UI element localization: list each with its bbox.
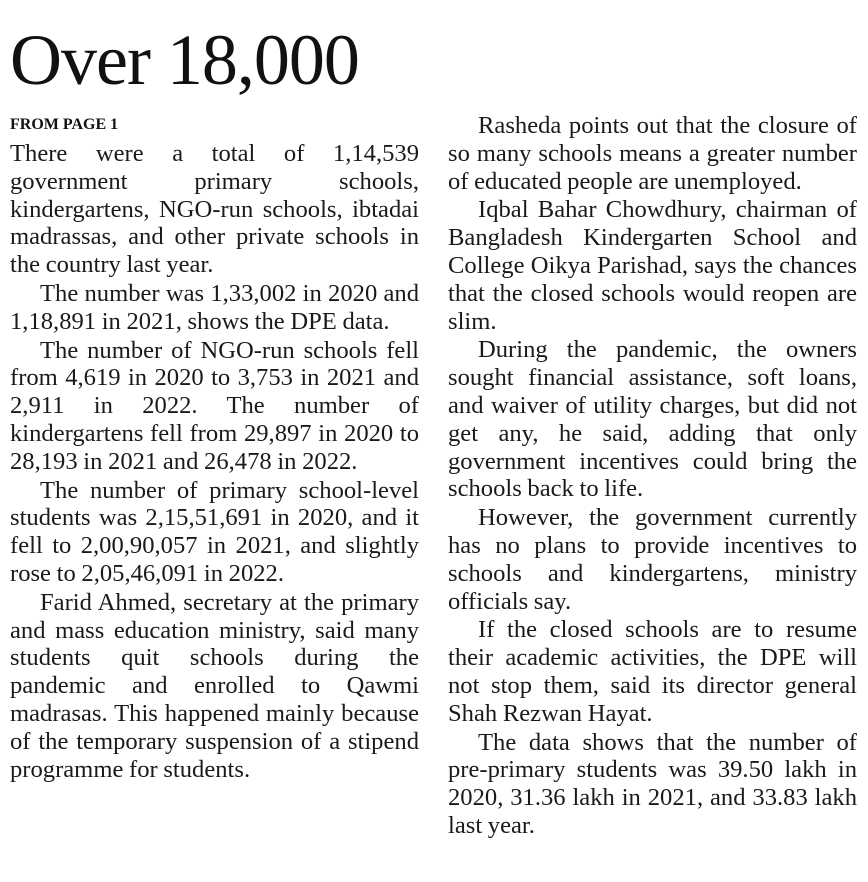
- paragraph: If the closed schools are to resume their academic activities, the DPE will not stop them, said its director general Shah Rezwan Hayat.: [448, 616, 857, 727]
- paragraph: Rasheda points out that the closure of so many schools means a greater number of educated people are unemployed.: [448, 112, 857, 195]
- paragraph: The number of NGO-run schools fell from 4,619 in 2020 to 3,753 in 2021 and 2,911 in 2022. The number of kindergartens fell from 29,897 in 2020 to 28,193 in 2021 and 26,478 in 2022.: [10, 336, 419, 475]
- continuation-kicker: FROM PAGE 1: [10, 116, 119, 133]
- headline: Over 18,000: [10, 20, 359, 100]
- paragraph: However, the government currently has no plans to provide incentives to schools and kindergartens, ministry officials say.: [448, 504, 857, 615]
- paragraph: Farid Ahmed, secretary at the primary and mass education ministry, said many students quit schools during the pandemic and enrolled to Qawmi madrasas. This happened mainly because of the temporary suspension of a stipend programme for students.: [10, 588, 419, 783]
- paragraph: The data shows that the number of pre-primary students was 39.50 lakh in 2020, 31.36 lakh in 2021, and 33.83 lakh last year.: [448, 728, 857, 839]
- paragraph: Iqbal Bahar Chowdhury, chairman of Bangladesh Kindergarten School and College Oikya Parishad, says the chances that the closed schools would reopen are slim.: [448, 196, 857, 335]
- article-column-right: [448, 112, 857, 841]
- paragraph: The number was 1,33,002 in 2020 and 1,18,891 in 2021, shows the DPE data.: [10, 279, 419, 335]
- paragraph: The number of primary school-level students was 2,15,51,691 in 2020, and it fell to 2,00,90,057 in 2021, and slightly rose to 2,05,46,091 in 2022.: [10, 476, 419, 587]
- paragraph: There were a total of 1,14,539 government primary schools, kindergartens, NGO-run schools, ibtadai madrassas, and other private schools in the country last year.: [10, 140, 419, 279]
- article-column-left: [10, 110, 419, 784]
- paragraph: During the pandemic, the owners sought financial assistance, soft loans, and waiver of utility charges, but did not get any, he said, adding that only government incentives could bring the schools back to life.: [448, 336, 857, 503]
